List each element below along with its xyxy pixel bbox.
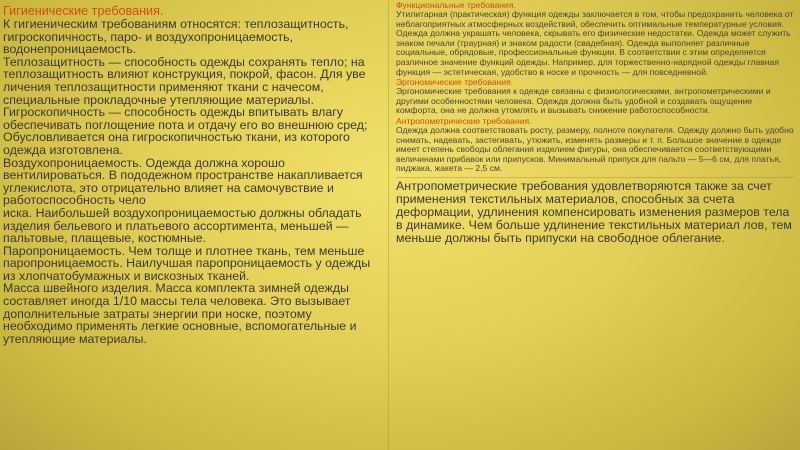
left-paragraph: Паропроницаемость. Чем толще и плотнее ткань, тем меньше паропроницаемость. Наилучшая паропроницаемость у одежды из хлопчатобумажных и вискозных тканей. (3, 243, 371, 283)
anthropometric-text: Одежда должна соответствовать росту, размеру, полноте покупателя. Одежду должно быть удобно снимать, надевать, застегивать, утюжить, изменять размеры и т. п. Большое значение в одежде имеет степень свободы облегания изделием фигуры, она обеспечивается соответствующими величинами прибавок или припусков. Минимальный припуск для пальто — 5—6 см, для платья, пиджака, жакета — 2,5 см. (396, 124, 794, 174)
left-paragraph: К гигиеническим требованиям относятся: теплозащитность, гигроскопичность, паро- и воздухопроницаемость, водонепроницаемость. (3, 17, 349, 57)
functional-heading: Функциональные требования. (396, 0, 516, 10)
anthropometric-heading: Антропометрические требования. (396, 115, 532, 126)
left-paragraph: Теплозащитность — способность одежды сохранять тепло; на теплозащитность влияют конструкция, покрой, фасон. Для уве личения теплозащитности применяют ткани с начесом, специальные прокладочные утепляющие материалы. (3, 54, 366, 107)
right-column (390, 0, 800, 450)
ergonomic-text: Эргономические требования к одежде связаны с физиологическими, антропометрическими и другими особенностями человека. Одежда должна быть удобной и создавать ощущение комфорта, она не должна утомлять и вызывать снижение работоспособности. (396, 86, 771, 116)
divider (396, 177, 794, 178)
left-column (0, 0, 389, 450)
left-paragraph: Воздухопроницаемость. Одежда должна хорошо вентилироваться. В пододежном пространстве накапливается углекислота, это отрицательно влияет на самочувствие и работоспособность чело (3, 155, 363, 208)
functional-text: Утилитарная (практическая) функция одежды заключается в том, чтобы предохранить человека от неблагоприятных атмосферных воздействий, обеспечить оптимальные температурные условия. Одежда должна украшать человека, скрывать его физические недостатки. Одежда может служить знаком печали (траурная) и знаком радости (свадебная). Одежда выполняет различные социальные, обрядовые, профессиональные функции. В соответствии с этим определяется различное значение функций одежды. Например, для торжественно-нарядной одежды главная функция — эстетическая, удобство в носке и прочность — для повседневной. (396, 9, 794, 77)
left-paragraph: Масса швейного изделия. Масса комплекта зимней одежды составляет иногда 1/10 массы тела человека. Это вызывает дополнительные затраты энергии при носке, поэтому необходимо применять легкие основные, вспомогательные и утепляющие материалы. (3, 281, 357, 346)
closing-text: Антропометрические требования удовлетворяются также за счет применения текстильных материалов, способных за счета деформации, удлинения компенсировать изменения размеров тела в динамике. Чем больше удлинение текстильных материал лов, тем меньше должны быть припуски на свободное облегание. (396, 178, 792, 245)
ergonomic-heading: Эргономические требования. (396, 77, 514, 88)
left-heading: Гигиенические требования. (3, 4, 164, 18)
left-paragraph: иска. Наибольшей воздухопроницаемостью должны обладать изделия бельевого и платьевого ассортимента, меньшей — пальтовые, плащевые, костюмные. (3, 205, 362, 246)
left-paragraph: Гигроскопичность — способность одежды впитывать влагу обеспечивать поглощение пота и отдачу его во внешнюю сред; Обусловливается она гигроскопичностью ткани, из которого одежда изготовлена. (3, 105, 368, 157)
